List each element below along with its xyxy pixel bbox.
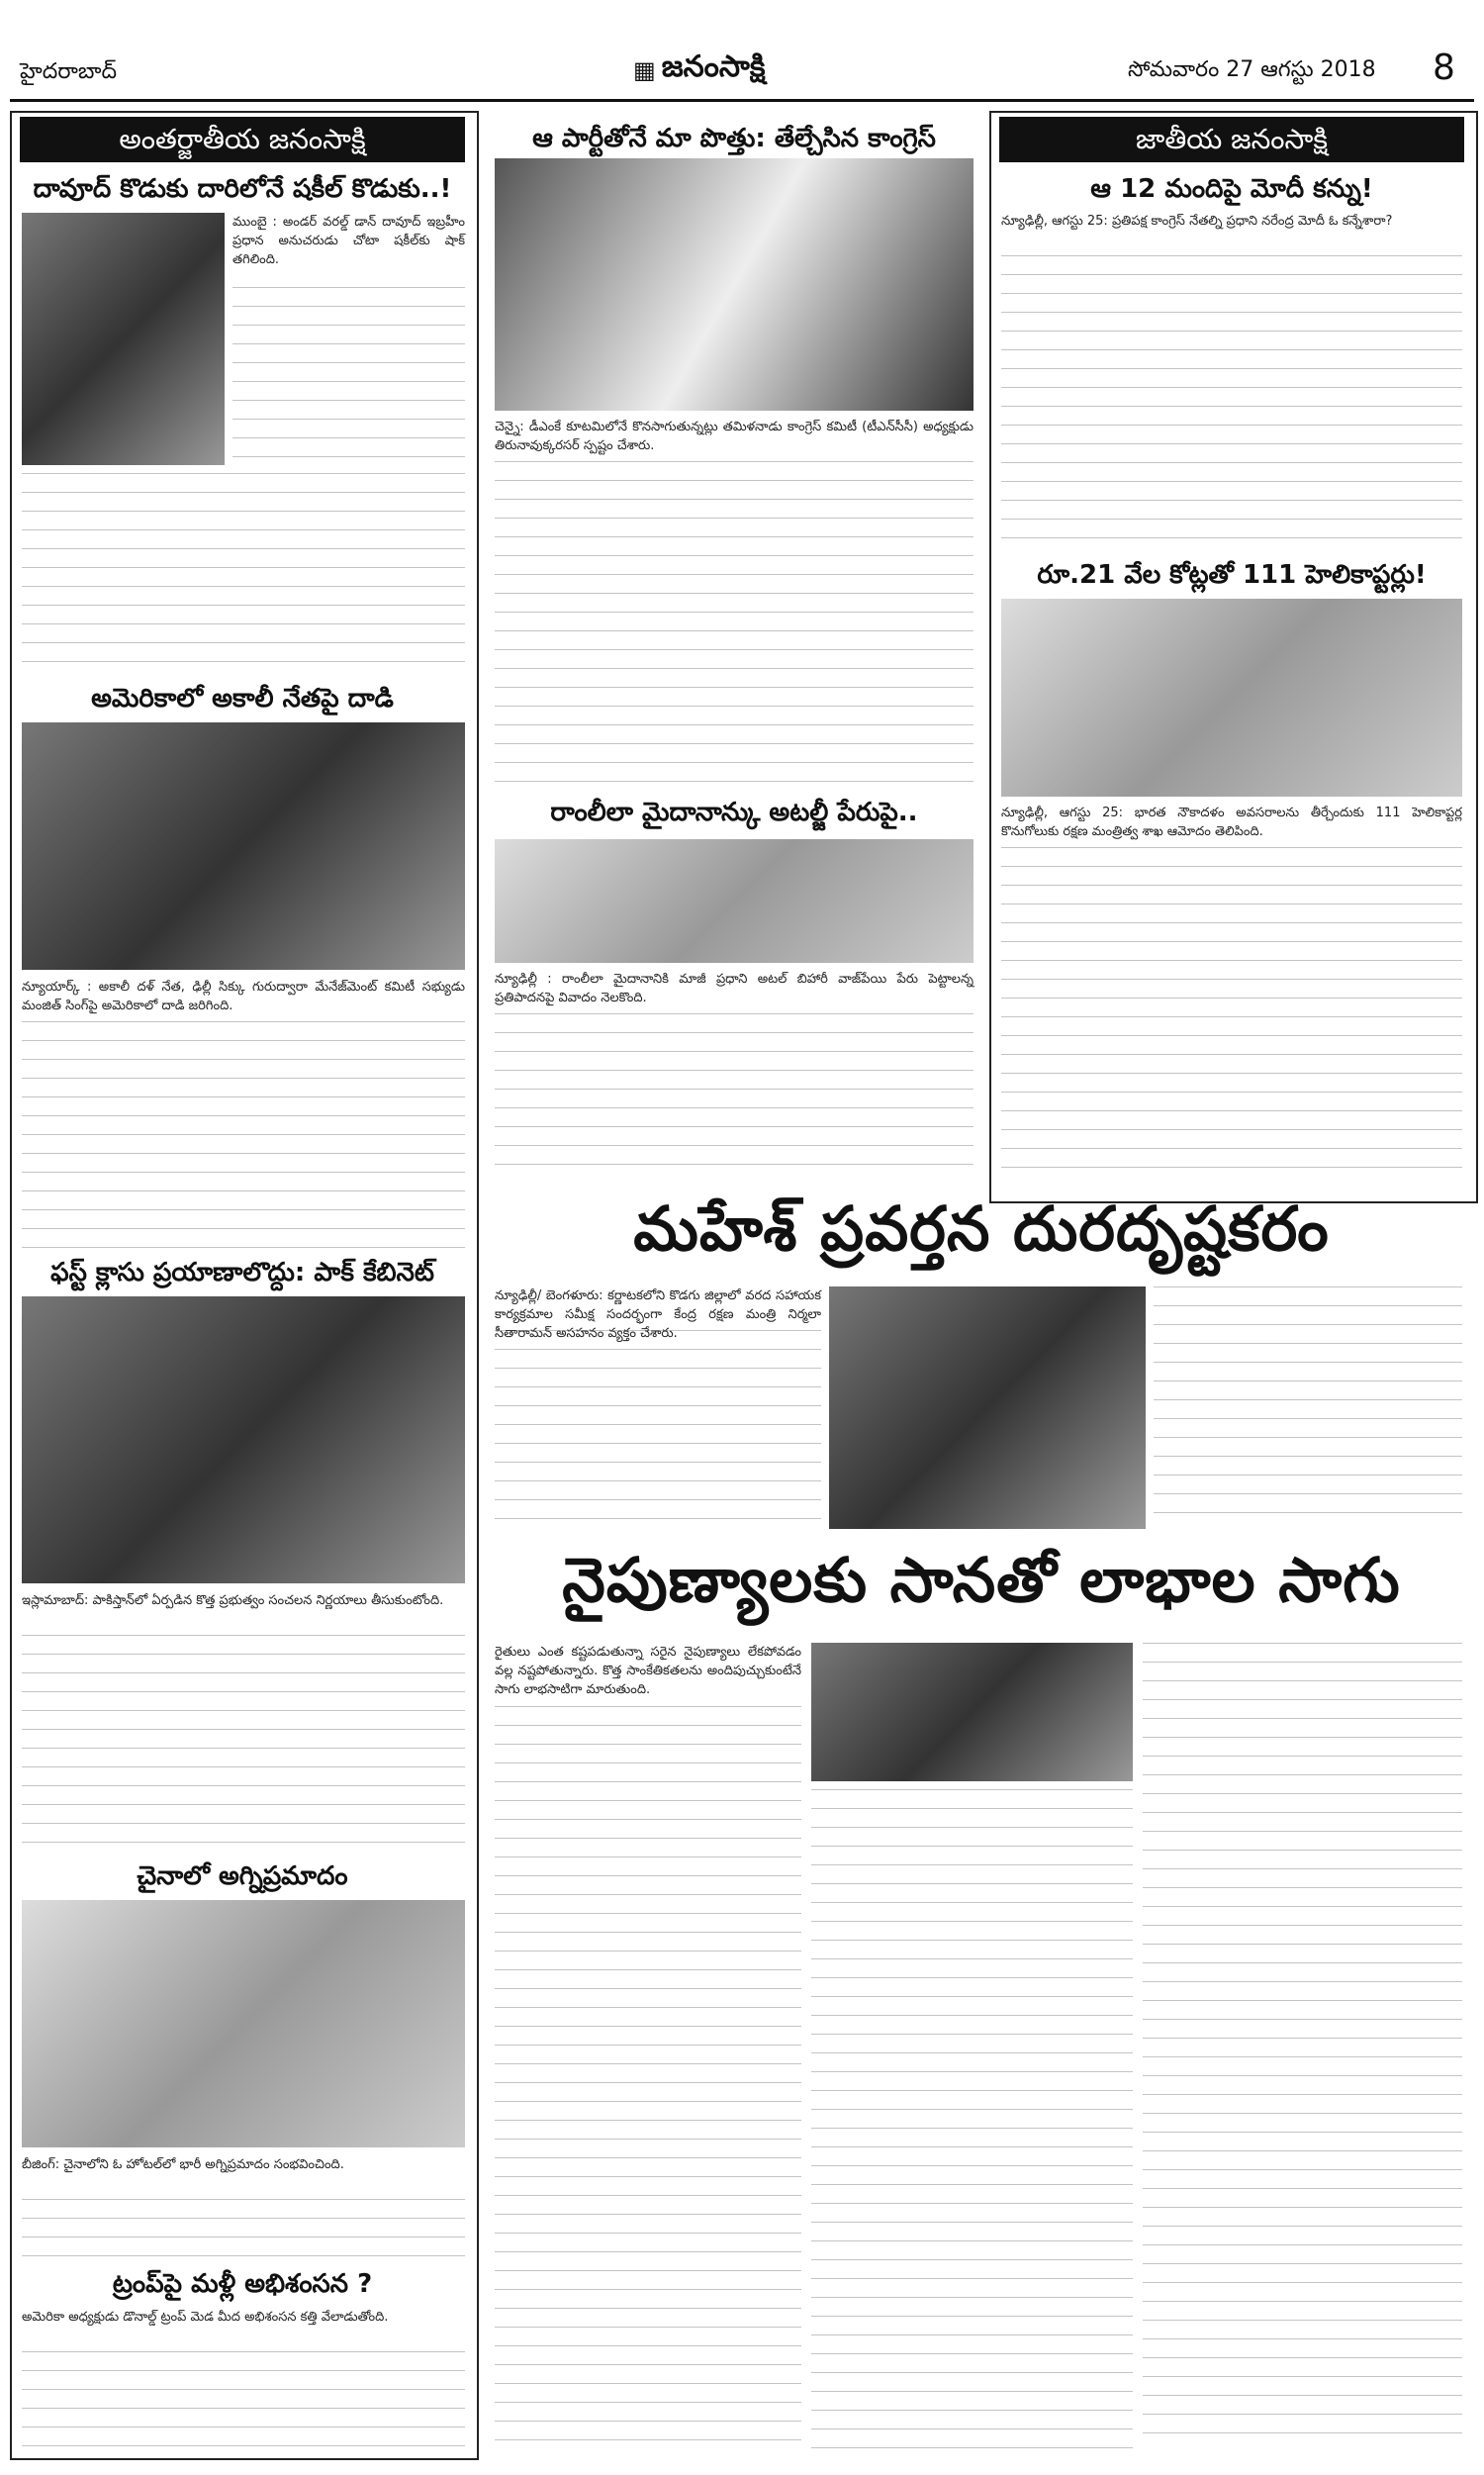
newspaper-name: జనంసాక్షి: [661, 49, 766, 84]
story-congress-body: [495, 461, 974, 788]
story-ramlila-title: రాంలీలా మైదానాన్కు అటల్జీ పేరుపై..: [550, 798, 918, 827]
feature2-body-3: [1143, 1643, 1462, 2448]
story-modi-body: [1001, 255, 1462, 552]
story-modi-title: ఆ 12 మందిపై మోదీ కన్ను!: [1090, 174, 1373, 204]
national-header: జాతీయ జనంసాక్షి: [999, 117, 1464, 162]
city-name: హైదరాబాద్: [20, 59, 117, 84]
story-dawood-lede: ముంబై : అండర్ వరల్డ్ డాన్ దావూద్ ఇబ్రహీం ప్రధాన అనుచరుడు చోటా షకీల్‌కు షాక్ తగిలింది.: [232, 215, 465, 267]
story-china-fire-lede: బీజింగ్: చైనాలోని ఓ హోటల్‌లో భారీ అగ్నిప్రమాదం సంభవించింది.: [22, 2157, 344, 2172]
story-china-fire-photo: [22, 1900, 465, 2147]
feature1-headline: మహేశ్ ప్రవర్తన దురదృష్టకరం: [633, 1192, 1330, 1265]
story-china-fire-title: చైనాలో అగ్నిప్రమాదం: [137, 1861, 348, 1891]
story-helicopter-title: రూ.21 వేల కోట్లతో 111 హెలికాప్టర్లు!: [1037, 560, 1427, 590]
story-akali-body: [22, 1021, 465, 1249]
feature1-photo: [829, 1286, 1146, 1529]
feature1-lede: న్యూఢిల్లీ/ బెంగళూరు: కర్ణాటకలోని కొడగు జిల్లాలో వరద సహాయక కార్యక్రమాల సమీక్ష సందర్భంగా కేంద్ర రక్షణ మంత్రి నిర్మలా సీతారామన్ అసహనం వ్యక్తం చేశారు.: [495, 1288, 822, 1341]
page-number: 8: [1433, 48, 1455, 88]
story-dawood-title: దావూద్ కొడుకు దారిలోనే షకీల్ కొడుకు..!: [33, 174, 452, 204]
story-ramlila-body: [495, 1013, 974, 1182]
logo-icon: ▦: [633, 56, 656, 84]
feature2-headline: నైపుణ్యాలకు సానతో లాభాల సాగు: [562, 1544, 1401, 1616]
story-china-fire-body: [22, 2199, 465, 2258]
feature2-body-2: [811, 1789, 1133, 2448]
story-pak-cabinet-photo: [22, 1296, 465, 1583]
story-akali-title: అమెరికాలో అకాలీ నేతపై దాడి: [91, 684, 394, 714]
story-dawood-photo: [22, 213, 225, 465]
story-congress-lede: చెన్నై: డీఎంకే కూటమిలోనే కొనసాగుతున్నట్లు తమిళనాడు కాంగ్రెస్ కమిటీ (టీఎన్‌సీసీ) అధ్యక్షుడు తిరునావుక్కరసర్ స్పష్టం చేశారు.: [495, 420, 974, 453]
story-ramlila-photo: [495, 839, 974, 963]
story-dawood-body-2: [22, 473, 465, 671]
feature1-body-2: [1154, 1286, 1462, 1529]
story-akali-photo: [22, 722, 465, 970]
international-header: అంతర్జాతీయ జనంసాక్షి: [20, 117, 465, 162]
story-ramlila-lede: న్యూఢిల్లీ : రాంలీలా మైదానానికి మాజీ ప్రధాని అటల్ బిహారీ వాజ్‌పేయి పేరు పెట్టాలన్న ప్రతిపాదనపై వివాదం నెలకొంది.: [495, 972, 974, 1005]
story-pak-cabinet-title: ఫస్ట్ క్లాసు ప్రయాణాలొద్దు: పాక్ కేబినెట్: [50, 1258, 434, 1287]
story-congress-title: ఆ పార్టీతోనే మా పొత్తు: తేల్చేసిన కాంగ్రెస్: [532, 124, 936, 153]
story-helicopter-body: [1001, 847, 1462, 1184]
story-helicopter-photo: [1001, 599, 1462, 797]
story-trump-body: [22, 2351, 465, 2450]
story-dawood-body: [232, 287, 465, 465]
story-helicopter-lede: న్యూఢిల్లీ, ఆగస్టు 25: భారత నౌకాదళం అవసరాలను తీర్చేందుకు 111 హెలికాప్టర్ల కొనుగోలుకు రక్షణ మంత్రిత్వ శాఖ ఆమోదం తెలిపింది.: [1001, 806, 1462, 839]
top-rule: [10, 99, 1474, 102]
story-pak-cabinet-body: [22, 1635, 465, 1853]
story-trump-title: ట్రంప్‌పై మళ్లీ అభిశంసన ?: [112, 2269, 373, 2299]
feature1-body: [495, 1330, 821, 1528]
issue-date: సోమవారం 27 ఆగస్టు 2018: [1128, 57, 1376, 82]
story-akali-lede: న్యూయార్క్ : అకాలీ దళ్ నేత, ఢిల్లీ సిక్కు గురుద్వారా మేనేజ్‌మెంట్ కమిటీ సభ్యుడు మంజిత్ సింగ్‌పై అమెరికాలో దాడి జరిగింది.: [22, 980, 465, 1013]
newspaper-logo: [633, 49, 765, 91]
feature2-photo: [811, 1643, 1133, 1781]
feature2-lede: రైతులు ఎంత కష్టపడుతున్నా సరైన నైపుణ్యాలు లేకపోవడం వల్ల నష్టపోతున్నారు. కొత్త సాంకేతికతలను అందిపుచ్చుకుంటేనే సాగు లాభసాటిగా మారుతుంది.: [495, 1645, 801, 1697]
feature2-body-1: [495, 1706, 801, 2448]
story-congress-photo: [495, 158, 974, 411]
story-pak-cabinet-lede: ఇస్లామాబాద్: పాకిస్తాన్‌లో ఏర్పడిన కొత్త ప్రభుత్వం సంచలన నిర్ణయాలు తీసుకుంటోంది.: [22, 1593, 444, 1608]
story-trump-lede: అమెరికా అధ్యక్షుడు డొనాల్డ్ ట్రంప్ మెడ మీద అభిశంసన కత్తి వేలాడుతోంది.: [22, 2310, 389, 2325]
story-modi-lede: న్యూఢిల్లీ, ఆగస్టు 25: ప్రతిపక్ష కాంగ్రెస్ నేతల్ని ప్రధాని నరేంద్ర మోదీ ఓ కన్నేశారా?: [1001, 214, 1393, 229]
